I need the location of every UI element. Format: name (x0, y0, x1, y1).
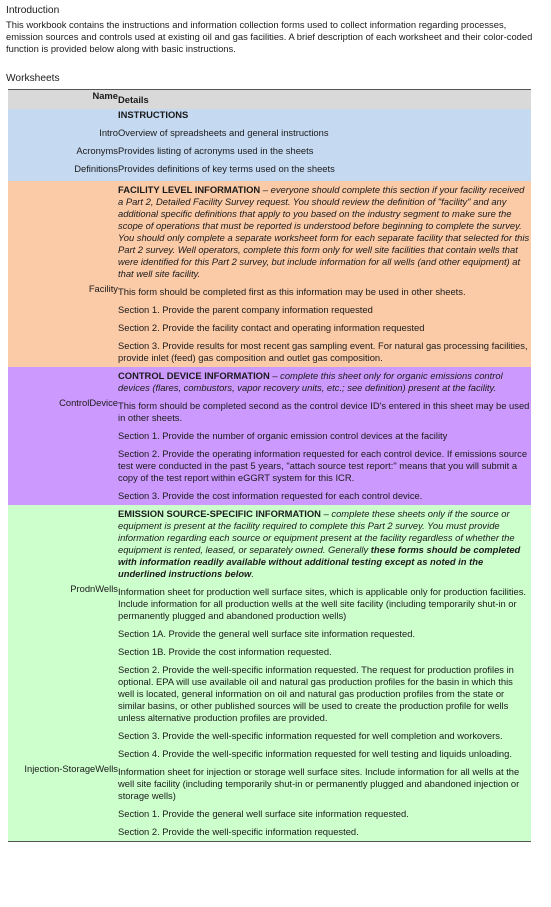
sheet-name-prodnwells: ProdnWells (70, 583, 118, 594)
sheet-row-controldevice (8, 397, 531, 505)
prodn-detail-4: Section 2. Provide the well-specific information requested. The request for production profiles in optional. EPA will use available oil and natural gas production profiles for the basin in which this well is located, general information on oil and natural gas production profiles from the state or similar basins, or other published sources will be used to create the production profile for wells unless alternative production profiles are provided. (118, 664, 514, 723)
table-header-row (8, 90, 531, 110)
facility-section-text: – everyone should complete this section if your facility received a Part 2, Detailed Facility Survey request. You should review the definition of "facility" and any additional specific definitions that apply to you based on the industry segment to make sure the scope of operations that must be reported is understood before beginning to complete the survey. You should only complete a separate worksheet form for each separate facility that selected for this Part 2 survey. Well operators, complete this form only for well site facilities that contain wells that were identified for this Part 2 survey, but include information for all wells (and other equipment) at that well site facility. (118, 184, 530, 279)
control-detail-3: Section 2. Provide the operating information requested for each control device. If emissions source test were conducted in the past 5 years, "attach source test report:" means that you will submit a copy of the test report within eGGRT system for this ICR. (118, 448, 528, 483)
injection-detail-1: Information sheet for injection or storage well surface sites. Include information for all wells at the well site facility (including temporarily shut-in or permanently plugged and abandoned injection or storage wells) (118, 766, 520, 801)
details-column-header: Details (118, 90, 531, 110)
injection-detail-3: Section 2. Provide the well-specific information requested. (118, 826, 359, 837)
control-section-description (118, 367, 531, 397)
facility-detail-4: Section 3. Provide results for most recent gas sampling event. For natural gas processing facilities, provide inlet (feed) gas composition and outlet gas composition. (118, 340, 528, 363)
intro-text: This workbook contains the instructions and information collection forms used to collect information regarding processes, emission sources and controls used at existing oil and gas facilities. A brief description of each worksheet and their color-coded function is provided below along with basic instructions. (6, 19, 533, 54)
sheet-detail-intro: Overview of spreadsheets and general instructions (118, 127, 329, 138)
control-section-title: CONTROL DEVICE INFORMATION (118, 370, 270, 381)
emission-section-description: EMISSION SOURCE-SPECIFIC INFORMATION – complete these sheets only if the source or equipment is present at the facility required to complete this Part 2 survey. You must provide information regarding each source or equipment present at the facility regardless of whether the equipment is rented, leased, or separately owned. Generally these forms should be completed with information readily available without additional testing except as noted in the underlined instructions below. (118, 508, 521, 579)
sheet-name-facility: Facility (88, 283, 118, 294)
facility-detail-2: Section 1. Provide the parent company information requested (118, 304, 373, 315)
prodn-detail-3: Section 1B. Provide the cost information requested. (118, 646, 332, 657)
control-detail-1: This form should be completed second as the control device ID's entered in this sheet may be used in other sheets. (118, 400, 530, 423)
prodn-detail-2: Section 1A. Provide the general well surface site information requested. (118, 628, 416, 639)
facility-section-description (118, 181, 531, 283)
sheet-name-controldevice: ControlDevice (59, 397, 118, 408)
worksheets-table (8, 89, 531, 842)
intro-heading: Introduction (6, 5, 60, 16)
facility-title-row (8, 181, 531, 283)
facility-section-title: FACILITY LEVEL INFORMATION (118, 184, 261, 195)
sheet-name-injection-storagewells: Injection-StorageWells (24, 763, 118, 774)
sheet-row-facility (8, 283, 531, 367)
instructions-title-row (8, 109, 531, 127)
sheet-detail-acronyms: Provides listing of acronyms used in the sheets (118, 145, 314, 156)
sheet-row-definitions (8, 163, 531, 181)
emission-section-title: EMISSION SOURCE-SPECIFIC INFORMATION (118, 508, 321, 519)
emission-title-row (8, 505, 531, 583)
control-detail-4: Section 3. Provide the cost information requested for each control device. (118, 490, 423, 501)
worksheets-heading: Worksheets (6, 73, 60, 84)
facility-detail-3: Section 2. Provide the facility contact and operating information requested (118, 322, 425, 333)
name-column-header: Name (8, 90, 118, 110)
control-section-text: – complete this sheet only for organic emissions control devices (flares, combustors, vapor recovery units, etc.; see definition) present at the facility. (118, 370, 503, 393)
sheet-name-intro: Intro (99, 127, 118, 138)
control-title-row (8, 367, 531, 397)
sheet-row-injection-storagewells (8, 763, 531, 842)
facility-detail-1: This form should be completed first as this information may be used in other sheets. (118, 286, 466, 297)
control-detail-2: Section 1. Provide the number of organic emission control devices at the facility (118, 430, 448, 441)
sheet-row-prodnwells (8, 583, 531, 763)
emission-section-text: – complete these sheets only if the source or equipment is present at the facility required to complete this Part 2 survey. You must provide information regarding each source or equipment present at the facility regardless of whether the equipment is rented, leased, or separately owned. Generally (118, 508, 515, 555)
instructions-title: INSTRUCTIONS (118, 109, 189, 120)
sheet-name-definitions: Definitions (74, 163, 118, 174)
prodn-detail-6: Section 4. Provide the well-specific information requested for well testing and liquids unloading. (118, 748, 512, 759)
sheet-detail-definitions: Provides definitions of key terms used on the sheets (118, 163, 335, 174)
sheet-row-intro (8, 127, 531, 145)
prodn-detail-1: Information sheet for production well surface sites, which is applicable only for production facilities. Include information for all production wells at the well site facility (including temporarily shut-in or permanently plugged and abandoned production wells) (118, 586, 527, 621)
injection-detail-2: Section 1. Provide the general well surface site information requested. (118, 808, 409, 819)
sheet-name-acronyms: Acronyms (76, 145, 118, 156)
sheet-row-acronyms (8, 145, 531, 163)
prodn-detail-5: Section 3. Provide the well-specific information requested for well completion and workovers. (118, 730, 503, 741)
emission-section-bold-text: these forms should be completed with information readily available without additional testing except as noted in the underlined instructions below (118, 544, 521, 579)
